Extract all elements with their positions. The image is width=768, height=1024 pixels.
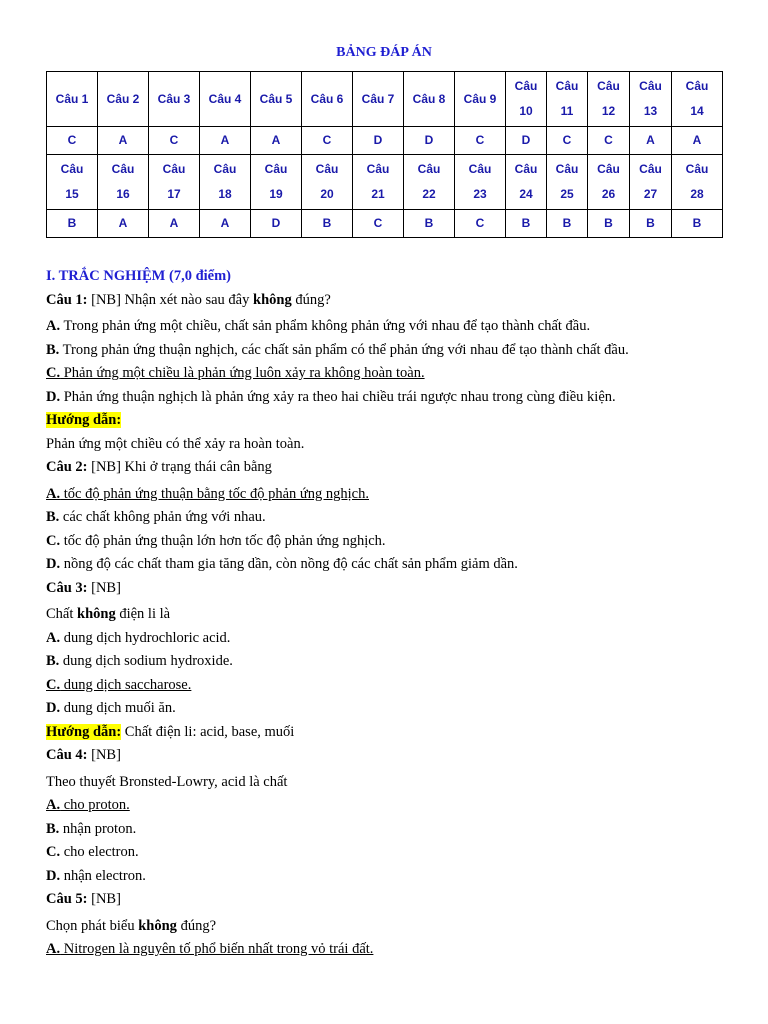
question-number-cell	[506, 72, 547, 127]
question-number-text: Câu 9	[463, 91, 497, 106]
question-number-cell	[47, 155, 98, 210]
question-number-text: Câu	[685, 79, 709, 93]
question-stem: Chất không điện li là	[46, 606, 171, 622]
question-number-text: Câu	[417, 162, 441, 176]
question-number-cell	[630, 72, 672, 127]
question-text: [NB]	[87, 579, 121, 596]
option-letter: A.	[46, 318, 61, 334]
question-label: Câu 2:	[46, 459, 88, 475]
answer-cell: B	[588, 210, 630, 238]
option-letter: D.	[46, 388, 61, 405]
question-number-cell	[630, 155, 672, 210]
option-text: Phản ứng thuận nghịch là phản ứng xảy ra theo hai chiều trái ngược nhau trong cùng điều kiện.	[60, 388, 616, 405]
question-number-text: Câu 8	[412, 91, 446, 106]
answer-cell: A	[200, 127, 251, 155]
question-text: [NB] Nhận xét nào sau đây	[87, 291, 253, 308]
question-number-cell	[672, 155, 723, 210]
answer-key-table	[46, 71, 723, 238]
question-number-text: Câu	[685, 162, 709, 176]
option-text: các chất không phản ứng với nhau.	[59, 509, 266, 525]
option-text: dung dịch saccharose.	[60, 676, 192, 693]
question-2	[46, 456, 736, 480]
question-stem: Theo thuyết Bronsted-Lowry, acid là chất	[46, 773, 288, 790]
question-number-cell	[47, 72, 98, 127]
question-number-text: Câu	[264, 162, 288, 176]
answer-cell: D	[251, 210, 302, 238]
option-text: Phản ứng một chiều là phản ứng luôn xảy ra không hoàn toàn.	[60, 365, 425, 381]
question-number-cell	[547, 72, 588, 127]
question-4	[46, 744, 736, 768]
answer-cell: C	[149, 127, 200, 155]
option-letter: C.	[46, 365, 61, 381]
option-text: nồng độ các chất tham gia tăng dần, còn nồng độ các chất sản phẩm giảm dần.	[60, 556, 518, 572]
answer-cell: A	[149, 210, 200, 238]
option-letter: B.	[46, 653, 60, 669]
guide-text: Chất điện li: acid, base, muối	[121, 723, 295, 740]
option-a-correct	[46, 794, 736, 818]
question-number-text: Câu 5	[259, 91, 293, 106]
option-letter: B.	[46, 509, 60, 525]
question-number-text: Câu	[162, 162, 186, 176]
option-b	[46, 506, 736, 530]
option-c-correct	[46, 674, 736, 698]
question-label: Câu 4:	[46, 747, 88, 763]
option-text: Nitrogen là nguyên tố phổ biến nhất trong vỏ trái đất.	[60, 941, 374, 957]
question-label: Câu 5:	[46, 891, 88, 907]
option-letter: C.	[46, 844, 61, 860]
question-number-text: Câu 3	[157, 91, 191, 106]
guide-label: Hướng dẫn:	[46, 723, 122, 740]
question-number-cell	[98, 72, 149, 127]
answer-cell: D	[506, 127, 547, 155]
question-number-cell	[149, 155, 200, 210]
answer-cell: B	[630, 210, 672, 238]
question-text: [NB]	[87, 747, 121, 763]
question-number-cell	[455, 155, 506, 210]
option-b	[46, 818, 736, 842]
question-text-tail: đúng?	[291, 291, 331, 308]
question-number-text: Câu	[514, 79, 538, 93]
option-letter: B.	[46, 341, 60, 358]
answer-cell: B	[547, 210, 588, 238]
option-letter: D.	[46, 700, 61, 716]
option-letter: C.	[46, 532, 61, 549]
answer-cell: C	[455, 210, 506, 238]
question-number-text: 20	[320, 187, 334, 201]
option-text: Trong phản ứng thuận nghịch, các chất sản phẩm có thể phản ứng với nhau để tạo thành chất đầu.	[59, 341, 629, 358]
answer-cell: C	[47, 127, 98, 155]
question-number-text: 17	[167, 187, 181, 201]
answer-cell: C	[455, 127, 506, 155]
option-d	[46, 386, 736, 410]
question-number-text: 28	[690, 187, 704, 201]
question-text: [NB] Khi ở trạng thái cân bằng	[87, 459, 272, 475]
option-text: dung dịch hydrochloric acid.	[60, 629, 231, 646]
question-number-text: Câu	[213, 162, 237, 176]
question-number-cell	[149, 72, 200, 127]
question-number-text: 27	[643, 187, 658, 201]
option-c-correct	[46, 362, 736, 386]
guide-row	[46, 721, 736, 745]
option-a	[46, 627, 736, 651]
guide-label: Hướng dẫn:	[46, 412, 122, 428]
question-number-text: 21	[371, 187, 385, 201]
option-text: dung dịch sodium hydroxide.	[59, 653, 233, 669]
option-c	[46, 530, 736, 554]
question-number-text: Câu 4	[208, 91, 242, 106]
answer-cell: A	[200, 210, 251, 238]
question-bold-word: không	[253, 291, 292, 308]
question-5	[46, 888, 736, 912]
question-number-text: 23	[473, 187, 487, 201]
option-letter: A.	[46, 797, 61, 813]
question-number-cell	[672, 72, 723, 127]
answer-cell: D	[353, 127, 404, 155]
question-number-text: Câu	[315, 162, 339, 176]
question-number-text: 15	[65, 187, 79, 201]
question-number-cell	[404, 155, 455, 210]
option-letter: A.	[46, 629, 61, 646]
option-text: nhận electron.	[60, 867, 146, 884]
answer-cell: B	[404, 210, 455, 238]
option-d	[46, 865, 736, 889]
guide-text: Phản ứng một chiều có thể xảy ra hoàn toàn.	[46, 435, 305, 452]
question-3	[46, 577, 736, 601]
answer-cell: C	[353, 210, 404, 238]
option-letter: A.	[46, 941, 61, 957]
answer-cell: B	[302, 210, 353, 238]
answer-cell: C	[302, 127, 353, 155]
question-label: Câu 1:	[46, 291, 88, 308]
option-d	[46, 553, 736, 577]
question-number-cell	[588, 72, 630, 127]
option-letter: D.	[46, 867, 61, 884]
option-b	[46, 650, 736, 674]
question-number-cell	[302, 155, 353, 210]
question-number-text: Câu 1	[55, 91, 89, 106]
option-letter: B.	[46, 820, 60, 837]
question-number-text: Câu 2	[106, 91, 140, 106]
option-text: nhận proton.	[59, 820, 137, 837]
question-number-cell	[547, 155, 588, 210]
question-number-text: Câu	[597, 162, 620, 176]
option-letter: D.	[46, 556, 61, 572]
question-number-text: 14	[690, 104, 704, 118]
answer-cell: A	[98, 210, 149, 238]
question-number-cell	[506, 155, 547, 210]
question-number-text: 10	[519, 104, 533, 118]
question-number-text: 16	[116, 187, 130, 201]
question-stem: Chọn phát biểu không đúng?	[46, 917, 216, 934]
question-number-text: Câu	[555, 162, 579, 176]
option-text: cho proton.	[60, 797, 130, 813]
question-number-text: 11	[560, 104, 574, 118]
question-number-text: Câu	[639, 79, 662, 93]
question-number-cell	[98, 155, 149, 210]
section-title: I. TRẮC NGHIỆM (7,0 điểm)	[46, 268, 232, 284]
option-text: dung dịch muối ăn.	[60, 700, 176, 716]
question-number-text: Câu	[60, 162, 84, 176]
option-c	[46, 841, 736, 865]
question-number-cell	[353, 155, 404, 210]
option-d	[46, 697, 736, 721]
option-letter: A.	[46, 485, 61, 502]
table-header-row	[47, 72, 723, 127]
option-text: tốc độ phản ứng thuận bằng tốc độ phản ứng nghịch.	[60, 485, 369, 502]
answer-cell: A	[672, 127, 723, 155]
table-answer-row	[47, 210, 723, 238]
question-label: Câu 3:	[46, 579, 88, 596]
question-number-text: 12	[601, 104, 616, 118]
question-number-text: 24	[519, 187, 533, 201]
option-a-correct	[46, 938, 736, 962]
question-number-text: Câu	[468, 162, 492, 176]
question-number-cell	[455, 72, 506, 127]
question-number-text: 18	[218, 187, 232, 201]
table-answer-row	[47, 127, 723, 155]
answer-cell: D	[404, 127, 455, 155]
question-number-cell	[251, 155, 302, 210]
question-number-cell	[251, 72, 302, 127]
answer-cell: B	[506, 210, 547, 238]
question-number-cell	[404, 72, 455, 127]
answer-cell: A	[630, 127, 672, 155]
answer-cell: B	[47, 210, 98, 238]
question-number-text: 13	[643, 104, 658, 118]
question-number-text: 25	[560, 187, 574, 201]
option-text: Trong phản ứng một chiều, chất sản phẩm không phản ứng với nhau để tạo thành chất đầu.	[60, 318, 591, 334]
question-number-text: Câu 6	[310, 91, 344, 106]
question-number-text: Câu	[111, 162, 135, 176]
question-number-cell	[588, 155, 630, 210]
answer-key-title: BẢNG ĐÁP ÁN	[336, 45, 432, 60]
question-list	[46, 265, 736, 962]
option-a	[46, 315, 736, 339]
question-number-cell	[302, 72, 353, 127]
question-number-text: Câu	[639, 162, 662, 176]
option-a-correct	[46, 483, 736, 507]
question-1	[46, 289, 736, 313]
question-number-cell	[353, 72, 404, 127]
answer-cell: C	[547, 127, 588, 155]
option-text: cho electron.	[60, 844, 139, 860]
question-number-text: 19	[269, 187, 283, 201]
question-number-cell	[200, 155, 251, 210]
question-number-text: 26	[601, 187, 616, 201]
answer-cell: A	[251, 127, 302, 155]
question-number-text: Câu	[514, 162, 538, 176]
question-number-text: Câu	[366, 162, 390, 176]
answer-cell: A	[98, 127, 149, 155]
answer-cell: B	[672, 210, 723, 238]
question-number-cell	[200, 72, 251, 127]
question-number-text: 22	[422, 187, 436, 201]
question-number-text: Câu	[597, 79, 620, 93]
question-number-text: Câu 7	[361, 91, 395, 106]
option-text: tốc độ phản ứng thuận lớn hơn tốc độ phản ứng nghịch.	[60, 532, 386, 549]
answer-cell: C	[588, 127, 630, 155]
question-number-text: Câu	[555, 79, 579, 93]
question-text: [NB]	[87, 891, 121, 907]
option-letter: C.	[46, 676, 61, 693]
option-b	[46, 339, 736, 363]
table-header-row	[47, 155, 723, 210]
